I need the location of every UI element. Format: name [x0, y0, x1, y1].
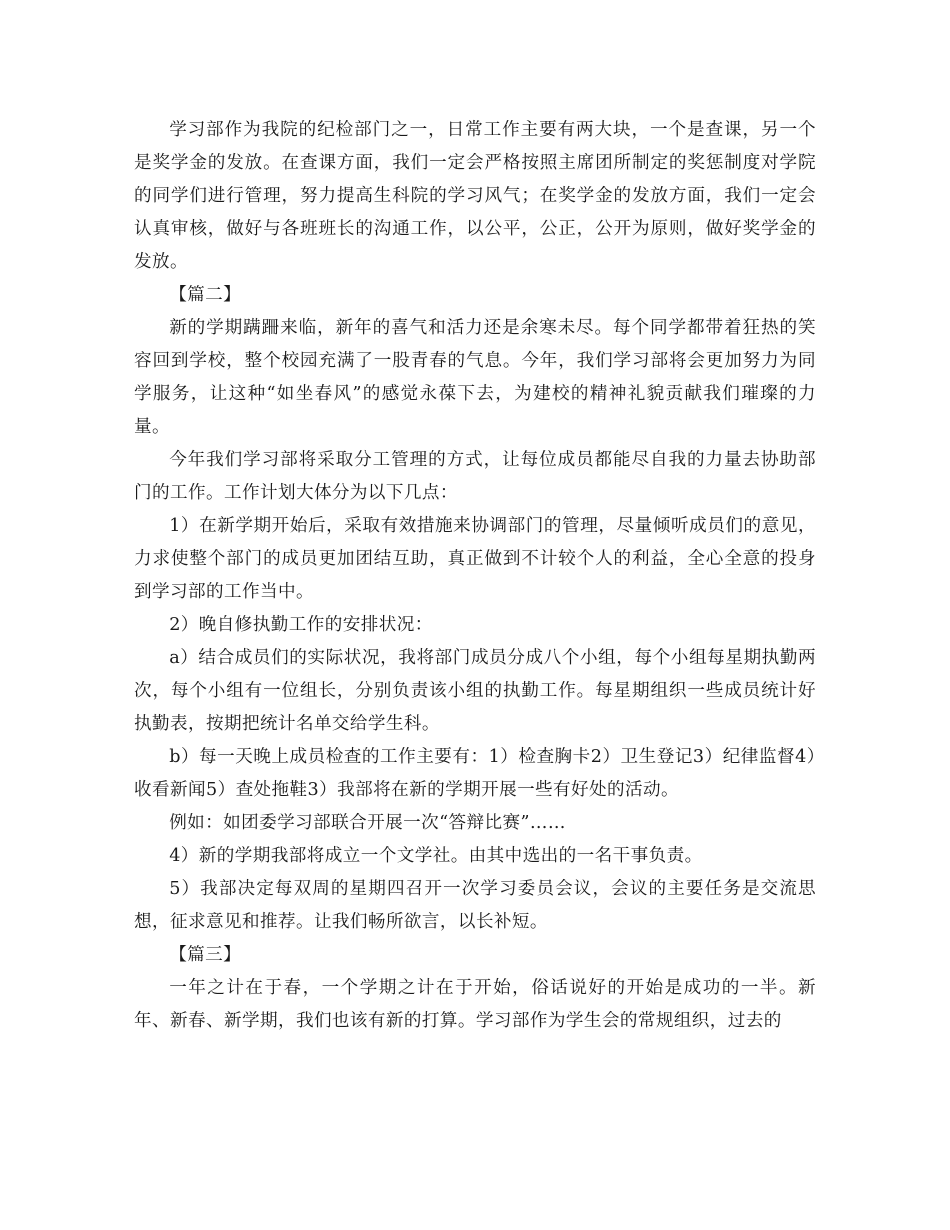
paragraph-new-semester: 新的学期蹒跚来临，新年的喜气和活力还是余寒未尽。每个同学都带着狂热的笑容回到学校，整个校园充满了一股青春的气息。今年，我们学习部将会更加努力为同学服务，让这种“如坐春风”的感觉永葆下去，为建校的精神礼貌贡献我们璀璨的力量。: [134, 318, 816, 437]
list-item-5: 5）我部决定每双周的星期四召开一次学习委员会议，会议的主要任务是交流思想，征求意见和推荐。让我们畅所欲言，以长补短。: [134, 879, 816, 932]
list-item-2a: a）结合成员们的实际状况，我将部门成员分成八个小组，每个小组每星期执勤两次，每个小组有一位组长，分别负责该小组的执勤工作。每星期组织一些成员统计好执勤表，按期把统计名单交给学生科。: [134, 648, 816, 734]
paragraph-intro: 学习部作为我院的纪检部门之一，日常工作主要有两大块，一个是查课，另一个是奖学金的发放。在查课方面，我们一定会严格按照主席团所制定的奖惩制度对学院的同学们进行管理，努力提高生科院的学习风气；在奖学金的发放方面，我们一定会认真审核，做好与各班班长的沟通工作，以公平，公正，公开为原则，做好奖学金的发放。: [134, 120, 816, 272]
document-body: [134, 114, 816, 1038]
section-heading-part-two: 【篇二】: [169, 285, 242, 305]
list-item-2: 2）晚自修执勤工作的安排状况：: [169, 615, 433, 635]
list-item-4: 4）新的学期我部将成立一个文学社。由其中选出的一名干事负责。: [169, 846, 703, 866]
section-heading-part-three: 【篇三】: [169, 945, 242, 965]
list-item-2b: b）每一天晚上成员检查的工作主要有：1）检查胸卡2）卫生登记3）纪律监督4）收看新闻5）查处拖鞋3）我部将在新的学期开展一些有好处的活动。: [134, 747, 816, 800]
paragraph-example: 例如：如团委学习部联合开展一次“答辩比赛”……: [169, 813, 566, 833]
list-item-1: 1）在新学期开始后，采取有效措施来协调部门的管理，尽量倾听成员们的意见，力求使整个部门的成员更加团结互助，真正做到不计较个人的利益，全心全意的投身到学习部的工作当中。: [134, 516, 816, 602]
paragraph-part-three-start: 一年之计在于春，一个学期之计在于开始，俗话说好的开始是成功的一半。新年、新春、新学期，我们也该有新的打算。学习部作为学生会的常规组织，过去的: [134, 978, 816, 1031]
paragraph-work-plan: 今年我们学习部将采取分工管理的方式，让每位成员都能尽自我的力量去协助部门的工作。工作计划大体分为以下几点：: [134, 450, 816, 503]
